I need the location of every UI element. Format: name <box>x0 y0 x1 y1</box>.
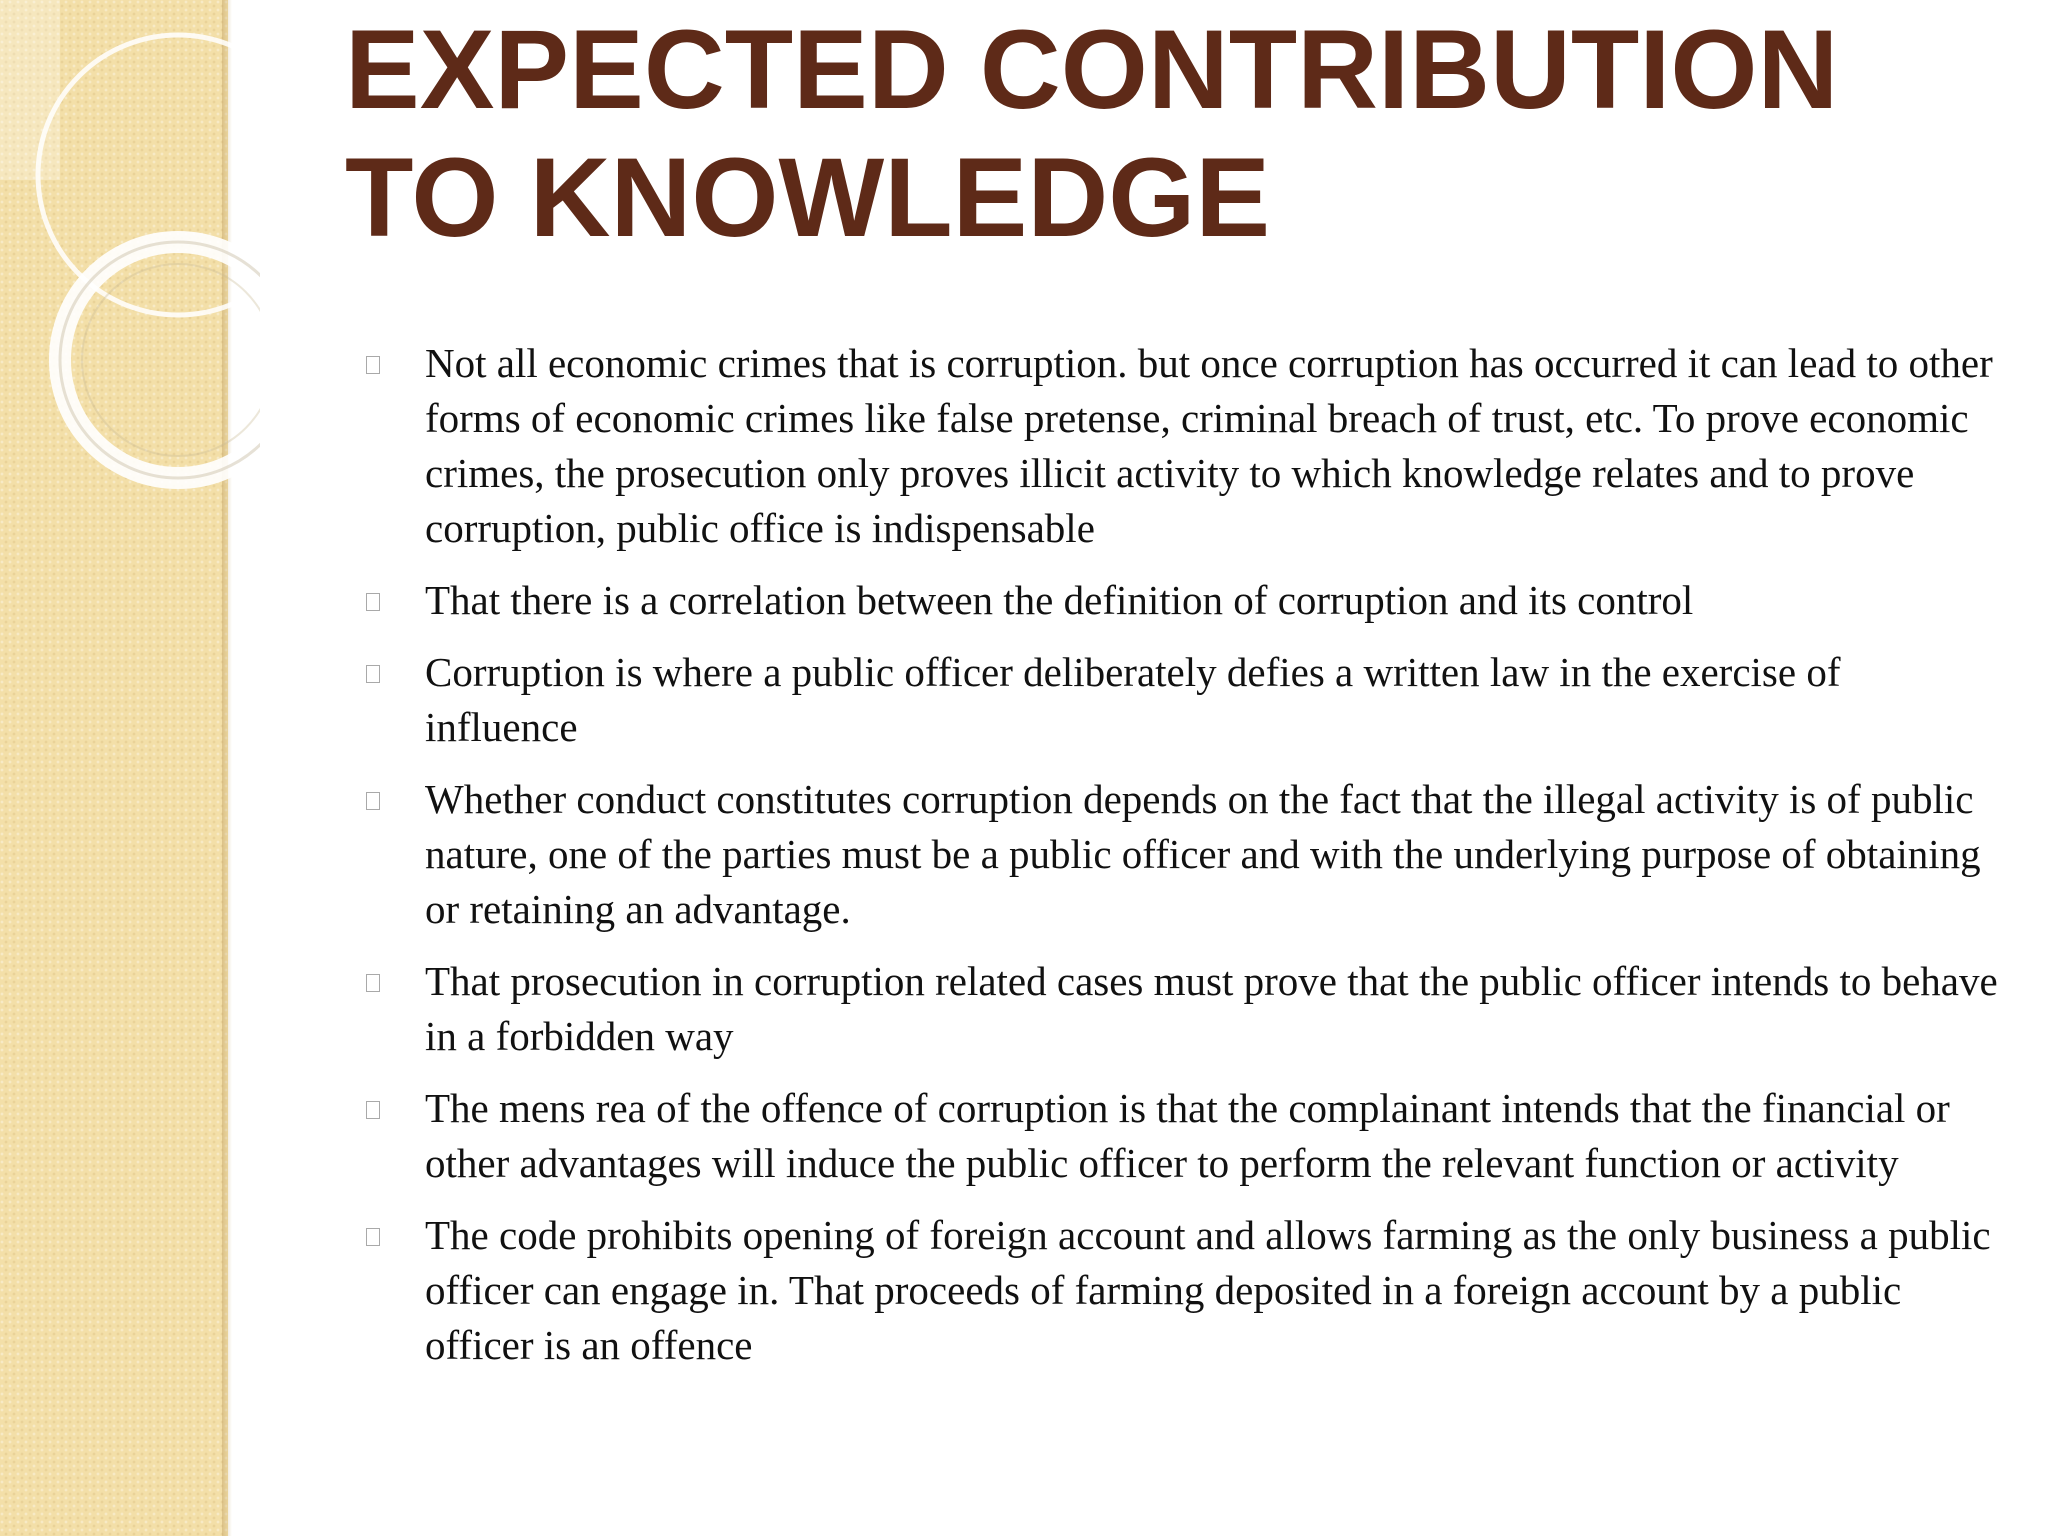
bullet-item <box>360 1208 2000 1373</box>
bullet-text: Not all economic crimes that is corruption. but once corruption has occurred it can lead to other forms of economic crimes like false pretense, criminal breach of trust, etc. To prove economic crimes, the prosecution only proves illicit activity to which knowledge relates and to prove corruption, public office is indispensable <box>425 340 1993 551</box>
bullet-text: That prosecution in corruption related cases must prove that the public officer intends to behave in a forbidden way <box>425 958 1998 1059</box>
bullet-item <box>360 954 2000 1064</box>
box-bullet-icon <box>366 665 380 683</box>
bullet-item <box>360 1081 2000 1191</box>
box-bullet-icon <box>366 593 380 611</box>
bullet-item <box>360 573 2000 628</box>
decorative-rings <box>0 0 260 520</box>
slide-title-line-2: TO KNOWLEDGE <box>345 135 1271 260</box>
bullet-text: The code prohibits opening of foreign account and allows farming as the only business a public officer can engage in. That proceeds of farming deposited in a foreign account by a public officer is an offence <box>425 1212 1991 1368</box>
bullet-list <box>360 336 2000 1390</box>
bullet-text: Corruption is where a public officer deliberately defies a written law in the exercise of influence <box>425 649 1841 750</box>
bullet-item <box>360 645 2000 755</box>
bullet-text: Whether conduct constitutes corruption depends on the fact that the illegal activity is of public nature, one of the parties must be a public officer and with the underlying purpose of obtaining or retaining an advantage. <box>425 776 1981 932</box>
slide-title <box>345 6 1985 262</box>
bullet-item <box>360 772 2000 937</box>
box-bullet-icon <box>366 792 380 810</box>
box-bullet-icon <box>366 356 380 374</box>
box-bullet-icon <box>366 1228 380 1246</box>
bullet-text: That there is a correlation between the definition of corruption and its control <box>425 577 1694 623</box>
bullet-text: The mens rea of the offence of corruption is that the complainant intends that the financial or other advantages will induce the public officer to perform the relevant function or activity <box>425 1085 1950 1186</box>
box-bullet-icon <box>366 1101 380 1119</box>
box-bullet-icon <box>366 974 380 992</box>
slide-title-line-1: EXPECTED CONTRIBUTION <box>345 7 1839 132</box>
bullet-item <box>360 336 2000 556</box>
